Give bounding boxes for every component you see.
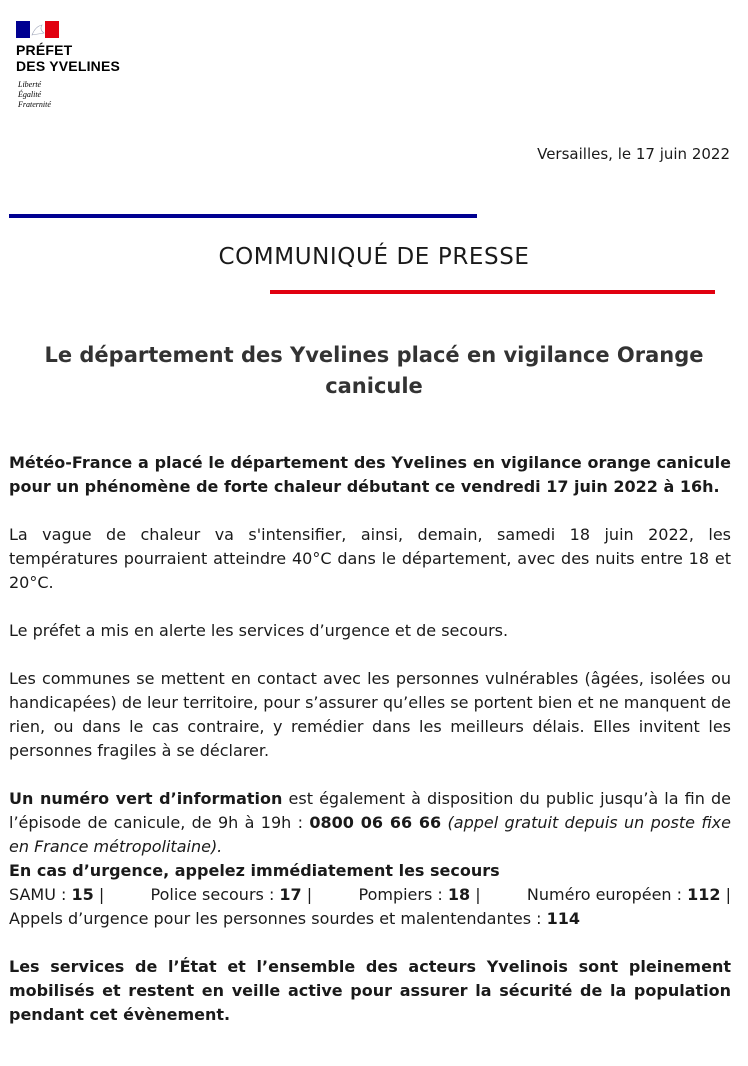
- republic-motto: [18, 80, 51, 110]
- motto-egalite: Égalité: [18, 90, 42, 99]
- europe-number: 112: [687, 885, 721, 904]
- police-number: 17: [279, 885, 302, 904]
- headline: [0, 340, 748, 402]
- headline-line-2: canicule: [325, 374, 423, 398]
- green-number-label: Un numéro vert d’information: [9, 789, 283, 808]
- green-number-note: (appel gratuit depuis un poste fixe en France métropolitaine).: [9, 813, 731, 856]
- marianne-icon: [28, 24, 48, 36]
- paragraph-conclusion: Les services de l’État et l’ensemble des acteurs Yvelinois sont pleinement mobilisés et restent en veille active pour assurer la sécurité de la population pendant cet évènement.: [9, 957, 731, 1024]
- deaf-emergency-line: [9, 907, 731, 931]
- europe-entry: [527, 883, 731, 907]
- separator: |: [725, 885, 731, 904]
- separator: |: [306, 885, 313, 904]
- emergency-numbers-row: [9, 883, 731, 907]
- europe-label: Numéro européen :: [526, 885, 688, 904]
- paragraph-communes: Les communes se mettent en contact avec les personnes vulnérables (âgées, isolées ou handicapées) de leur territoire, pour s’assurer qu’elles se portent bien et ne manquent de rien, ou dans le cas contraire, y remédier dans les meilleurs délais. Elles invitent les personnes fragiles à se déclarer.: [9, 669, 731, 760]
- paragraph-prefect-alert: Le préfet a mis en alerte les services d’urgence et de secours.: [9, 621, 509, 640]
- headline-line-1: Le département des Yvelines placé en vigilance Orange: [44, 343, 704, 367]
- separator: |: [475, 885, 481, 904]
- prefect-logo-text: [16, 42, 120, 74]
- pompiers-label: Pompiers :: [358, 885, 448, 904]
- prefect-line-2: DES YVELINES: [16, 58, 121, 74]
- document-date: Versailles, le 17 juin 2022: [537, 145, 730, 163]
- deaf-number: 114: [546, 909, 581, 928]
- samu-label: SAMU :: [9, 885, 72, 904]
- green-number-value: 0800 06 66 66: [309, 813, 442, 832]
- pompiers-number: 18: [447, 885, 471, 904]
- samu-entry: [9, 883, 104, 907]
- police-entry: [151, 883, 313, 907]
- police-label: Police secours :: [150, 885, 280, 904]
- body-text: [9, 451, 731, 1027]
- green-number-text: est également à disposition du public jusqu’à la fin de l’épisode de canicule, de 9h à 19h :: [9, 789, 731, 832]
- paragraph-heatwave: La vague de chaleur va s'intensifier, ainsi, demain, samedi 18 juin 2022, les températures pourraient atteindre 40°C dans le département, avec des nuits entre 18 et 20°C.: [9, 525, 731, 592]
- prefect-line-1: PRÉFET: [16, 42, 73, 58]
- samu-number: 15: [71, 885, 94, 904]
- paragraph-intro: Météo-France a placé le département des Yvelines en vigilance orange canicule pour un phénomène de forte chaleur débutant ce vendredi 17 juin 2022 à 16h.: [9, 453, 731, 496]
- deaf-label: Appels d’urgence pour les personnes sourdes et malentendantes :: [9, 909, 547, 928]
- press-release-title: COMMUNIQUÉ DE PRESSE: [218, 244, 530, 270]
- emergency-heading: En cas d’urgence, appelez immédiatement les secours: [9, 861, 500, 880]
- red-divider: [270, 290, 715, 294]
- motto-liberte: Liberté: [18, 80, 42, 89]
- motto-fraternite: Fraternité: [18, 100, 51, 109]
- paragraph-green-number: [9, 787, 731, 859]
- pompiers-entry: [358, 883, 480, 907]
- blue-divider: [9, 214, 477, 218]
- separator: |: [98, 885, 105, 904]
